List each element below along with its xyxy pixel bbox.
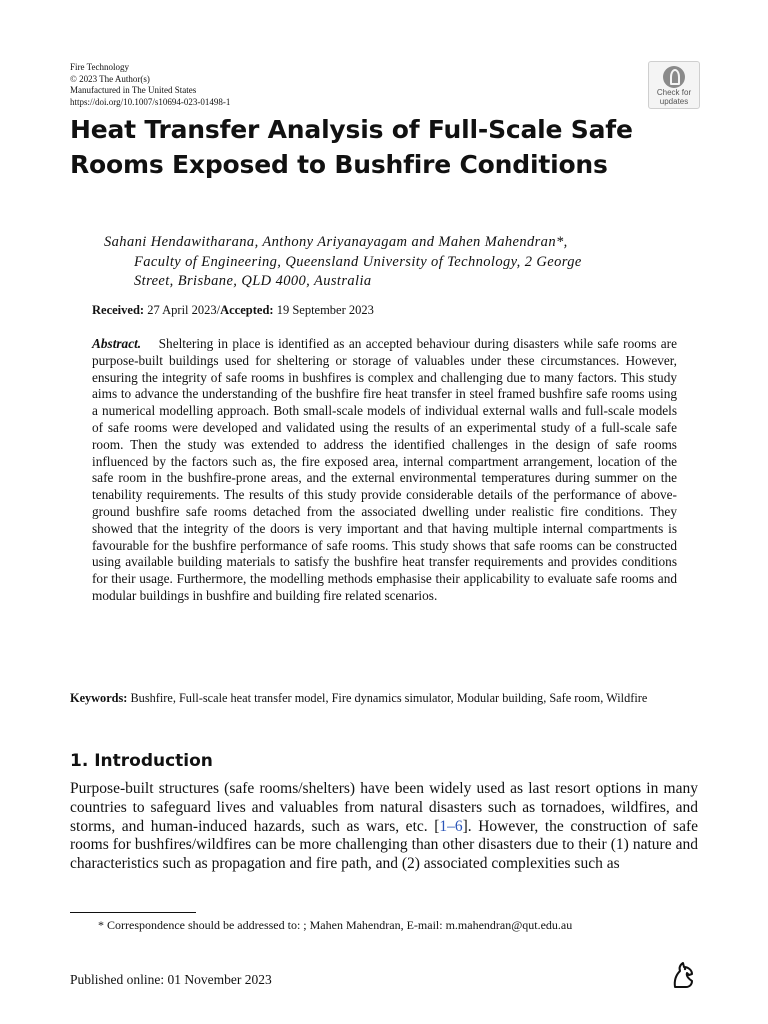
dates-line [92,303,374,318]
received-date: 27 April 2023/ [144,303,221,317]
abstract-label: Abstract. [92,336,142,351]
springer-horse-logo [668,960,698,990]
published-online: Published online: 01 November 2023 [70,972,272,987]
section-heading-introduction: 1. Introduction [70,751,213,771]
title-line-2: Rooms Exposed to Bushfire Conditions [70,150,608,179]
badge-line-1: Check for [656,88,692,97]
affiliation-line-2: Street, Brisbane, QLD 4000, Australia [134,273,372,289]
title-line-1: Heat Transfer Analysis of Full-Scale Safe [70,115,633,144]
journal-name: Fire Technology [70,62,129,72]
keywords [70,690,698,707]
manufactured: Manufactured in The United States [70,85,197,95]
accepted-date: 19 September 2023 [273,303,374,317]
received-label: Received: [92,303,145,317]
footnote [70,917,698,933]
affiliation-line-1: Faculty of Engineering, Queensland University of Technology, 2 George [134,253,582,270]
paper-title [70,112,710,182]
footnote-text: * Correspondence should be addressed to: ; Mahen Mahendran, E-mail: m.mahendran@qut.edu.au [98,918,573,932]
keywords-text: Bushfire, Full-scale heat transfer model, Fire dynamics simulator, Modular building, Safe room, Wildfire [127,691,648,705]
footnote-rule [70,912,196,913]
author-names: Sahani Hendawitharana, Anthony Ariyanayagam and Mahen Mahendran*, [104,234,568,250]
journal-meta [70,62,230,108]
badge-line-2: updates [659,96,689,106]
horse-icon [675,963,692,987]
copyright: © 2023 The Author(s) [70,73,150,84]
keywords-label: Keywords: [70,691,128,705]
accepted-label: Accepted: [220,303,274,317]
abstract [92,336,677,605]
abstract-text: Sheltering in place is identified as an accepted behaviour during disasters while safe rooms are purpose-built buildings used for sheltering or storage of valuables under these circumstances. However, ensuring the integrity of safe rooms in bushfires is complex and challenging due to many factors. This study aims to advance the understanding of the bushfire fire heat transfer in steel framed bushfire safe rooms using a numerical modelling approach. Both small-scale models of individual external walls and full-scale models of safe rooms were developed and validated using the results of an experimental study of a full-scale safe room. Then the study was extended to address the identified challenges in the design of safe rooms influenced by the factors such as, the fire exposed area, internal compartment arrangement, location of the safe room in the bushfire-prone areas, and the external environmental temperatures during summer on the tenability requirements. The results of this study provide considerable details of the performance of above-ground bushfire safe rooms detached from the associated dwelling under realistic fire conditions. They showed that the integrity of the doors is very important and that having multiple internal compartments is favourable for the bushfire performance of safe rooms. This study shows that safe rooms can be constructed using available building materials to satisfy the bushfire heat transfer requirements and provides conditions for their usage. Furthermore, the modelling methods emphasise their applicability to evaluate safe rooms and modular buildings in bushfire and building fire related scenarios. [92,336,678,603]
author-block [104,233,694,292]
doi-link[interactable]: https://doi.org/10.1007/s10694-023-01498-1 [70,96,231,107]
bookmark-icon [663,66,685,88]
intro-text-a: Purpose-built structures (safe rooms/shelters) have been widely used as last resort options in many countries to safeguard lives and valuables from natural disasters such as tornadoes, wildfires, and storms, and human-induced hazards, such as wars, etc. [ [70,780,698,835]
intro-text-b: ]. However, the construction of safe rooms for bushfires/wildfires can be more challenging than other disasters due to their (1) nature and characteristics such as propagation and fire path, and (2) associated complexities such as [70,817,698,873]
introduction-paragraph [70,780,698,874]
check-for-updates-badge[interactable] [648,61,700,109]
citation-link[interactable]: 1–6 [439,817,463,835]
